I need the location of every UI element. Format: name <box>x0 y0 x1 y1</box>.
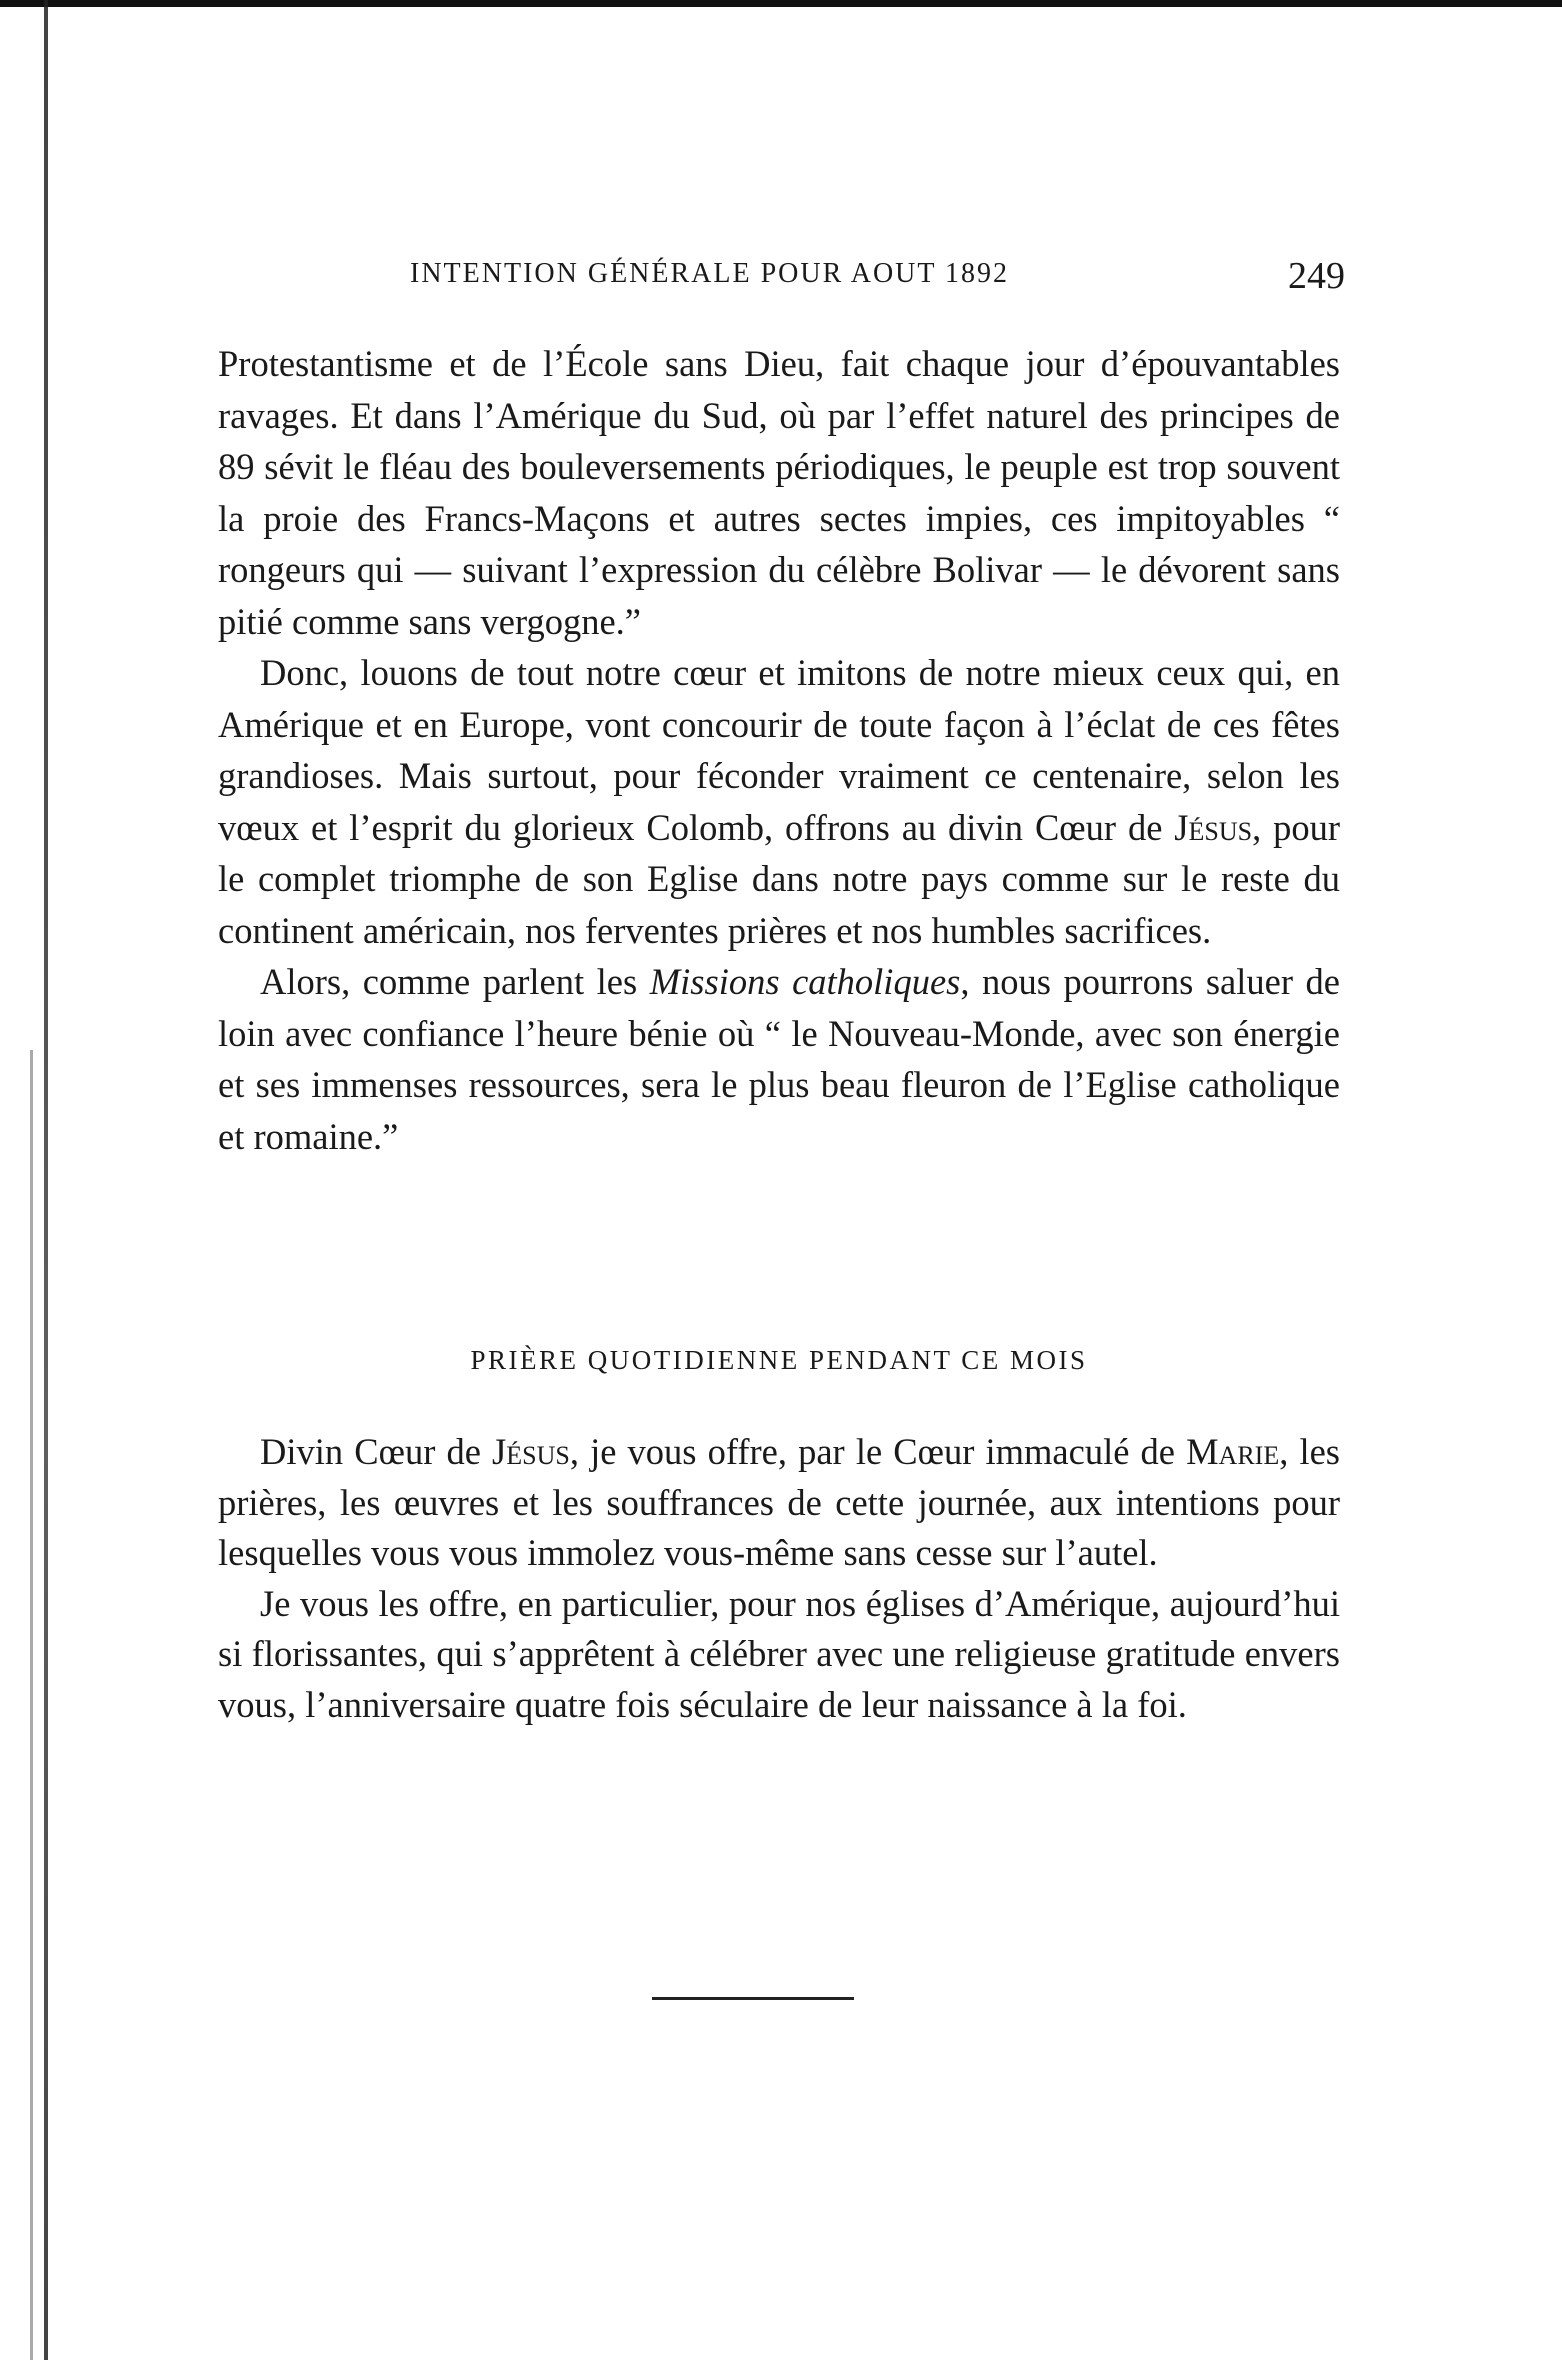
paragraph-text: Donc, louons de tout notre cœur et imitons de notre mieux ceux qui, en Amérique et en Europe, vont concourir de toute façon à l’éclat de ces fêtes grandioses. Mais surtout, pour féconder vraiment ce centenaire, selon les vœux et l’esprit du glorieux Colomb, offrons au divin Cœur de <box>218 652 1340 848</box>
publication-title: Missions catholiques <box>649 961 961 1002</box>
body-text-prayer <box>218 1427 1340 1730</box>
scan-top-border <box>0 0 1562 7</box>
section-heading: PRIÈRE QUOTIDIENNE PENDANT CE MOIS <box>470 1345 1088 1375</box>
prayer-paragraph <box>218 1579 1340 1731</box>
paragraph-text: , les prières, les œuvres et les souffrances de cette journée, aux intentions pour lesquelles vous vous immolez vous-même sans cesse sur l’autel. <box>218 1431 1341 1573</box>
prayer-paragraph <box>218 1427 1340 1579</box>
paragraph-text: Divin Cœur de <box>260 1431 493 1472</box>
paragraph-text: , nous pourrons saluer de loin avec confiance l’heure bénie où “ le Nouveau-Monde, avec son énergie et ses immenses ressources, sera le plus beau fleuron de l’Eglise catholique et romaine.” <box>218 961 1340 1157</box>
holy-name: Jésus <box>1174 806 1253 848</box>
running-head <box>230 255 1345 308</box>
holy-name: Marie <box>1186 1431 1280 1472</box>
paragraph-text: Je vous les offre, en particulier, pour nos églises d’Amérique, aujourd’hui si florissantes, qui s’apprêtent à célébrer avec une religieuse gratitude envers vous, l’anniversaire quatre fois séculaire de leur naissance à la foi. <box>218 1582 1340 1725</box>
paragraph-continued <box>218 338 1340 647</box>
paragraph-text: , pour le complet triomphe de son Eglise dans notre pays comme sur le reste du continent américain, nos ferventes prières et nos humbles sacrifices. <box>218 806 1340 951</box>
scan-binding-edge <box>44 0 48 2360</box>
paragraph <box>218 647 1340 956</box>
end-rule <box>652 1997 854 2000</box>
body-text-upper <box>218 338 1340 1162</box>
paragraph-text: Protestantisme et de l’École sans Dieu, fait chaque jour d’épouvantables ravages. Et dans l’Amérique du Sud, où par l’effet naturel des principes de 89 sévit le fléau des bouleversements périodiques, le peuple est trop souvent la proie des Francs-Maçons et autres sectes impies, ces impitoyables “ rongeurs qui — suivant l’expression du célèbre Bolivar — le dévorent sans pitié comme sans vergogne.” <box>218 343 1340 642</box>
paragraph-text: Alors, comme parlent les <box>260 961 650 1002</box>
page-number: 249 <box>1288 255 1345 297</box>
scan-binding-shadow <box>30 1050 33 2360</box>
paragraph-text: , je vous offre, par le Cœur immaculé de <box>569 1431 1187 1472</box>
holy-name: Jésus <box>492 1431 570 1472</box>
paragraph <box>218 956 1340 1162</box>
running-title: INTENTION GÉNÉRALE POUR AOUT 1892 <box>410 258 1009 289</box>
